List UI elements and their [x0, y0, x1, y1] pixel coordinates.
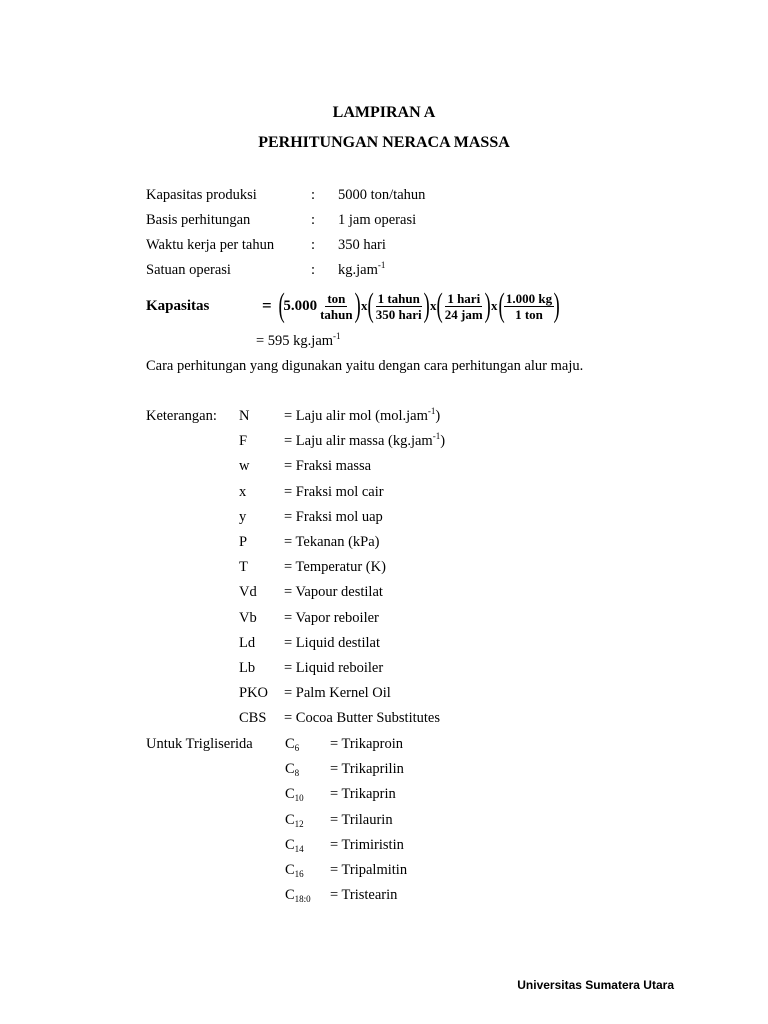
formula-times: x — [491, 298, 498, 313]
legend-definition: = Fraksi massa — [284, 458, 372, 475]
page-subtitle: PERHITUNGAN NERACA MASSA — [258, 134, 510, 151]
formula-times: x — [360, 298, 368, 313]
spec-colon: : — [311, 237, 316, 253]
spec-colon: : — [311, 187, 316, 203]
legend-definition: = Fraksi mol cair — [284, 483, 384, 500]
fraction-ton-per-year: $\frac{\text{ton}}{\text{tahun}}$ — [320, 290, 353, 322]
fraction-day-hours: $\frac{\text{1 hari}}{\text{24 jam}}$ — [444, 290, 483, 322]
legend-symbol: N — [239, 408, 250, 424]
triglyceride-symbol: $C_{18:0}$ — [285, 887, 311, 905]
triglyceride-symbol: $C_8$ — [285, 761, 300, 779]
legend-definition: = Vapor reboiler — [284, 609, 379, 626]
legend-definition: = Cocoa Butter Substitutes — [284, 710, 440, 727]
footer-university: Universitas Sumatera Utara — [517, 978, 674, 992]
formula-lead: 5.000 — [283, 297, 318, 314]
legend-symbol: x — [239, 483, 247, 500]
legend-symbol: Lb — [239, 660, 256, 676]
triglyceride-symbol: $C_{12}$ — [285, 811, 304, 829]
spec-label-work-time: Waktu kerja per tahun — [146, 237, 275, 253]
spec-label-capacity: Kapasitas produksi — [146, 187, 257, 203]
fraction-year-days: $\frac{\text{1 tahun}}{\text{350 hari}}$ — [375, 290, 422, 322]
spec-value-basis: 1 jam operasi — [338, 212, 417, 228]
triglyceride-definition: = Trilaurin — [330, 811, 393, 828]
legend-symbol: F — [239, 433, 248, 450]
legend-symbol: PKO — [239, 685, 269, 702]
formula-label: Kapasitas — [146, 298, 210, 314]
formula-result: = 595 kg.jam$^{-1}$ — [256, 331, 341, 349]
legend-definition: = Liquid reboiler — [284, 660, 384, 676]
legend-definition: = Tekanan (kPa) — [284, 534, 380, 550]
legend-symbol: y — [239, 508, 247, 525]
legend-symbol: Ld — [239, 634, 256, 651]
triglyceride-definition: = Trikaproin — [330, 736, 404, 752]
legend-definition: = Temperatur (K) — [284, 559, 386, 576]
spec-value-unit: kg.jam$^{-1}$ — [338, 260, 386, 278]
spec-value-capacity: 5000 ton/tahun — [338, 187, 426, 203]
triglyceride-symbol: $C_6$ — [285, 736, 300, 753]
method-text: Cara perhitungan yang digunakan yaitu dengan cara perhitungan alur maju. — [146, 358, 584, 374]
formula-times: x — [429, 298, 437, 313]
triglyceride-definition: = Tristearin — [330, 887, 398, 904]
spec-colon: : — [311, 212, 316, 228]
legend-definition: = Laju alir mol (mol.jam$^{-1}$) — [284, 406, 441, 424]
legend-symbol: Vd — [239, 584, 257, 601]
fraction-ton-kg: $\frac{1.000 kg}{\text{1 ton}}$ — [505, 290, 553, 322]
spec-label-unit: Satuan operasi — [146, 262, 231, 278]
triglyceride-symbol: $C_{10}$ — [285, 786, 304, 804]
legend-definition: = Fraksi mol uap — [284, 508, 383, 525]
triglyceride-definition: = Trikaprilin — [330, 761, 404, 778]
legend-symbol: CBS — [239, 710, 267, 727]
triglyceride-definition: = Trikaprin — [330, 786, 396, 803]
spec-colon: : — [311, 262, 316, 278]
triglyceride-symbol: $C_{14}$ — [285, 836, 304, 854]
formula-equals: = — [262, 296, 272, 315]
legend-symbol: T — [239, 559, 248, 576]
spec-value-work-time: 350 hari — [338, 237, 386, 253]
legend-label: Keterangan: — [146, 408, 217, 424]
legend-definition: = Vapour destilat — [284, 584, 383, 601]
legend-symbol: w — [239, 458, 250, 475]
legend-definition: = Palm Kernel Oil — [284, 685, 391, 702]
legend-definition: = Laju alir massa (kg.jam$^{-1}$) — [284, 431, 446, 450]
triglyceride-symbol: $C_{16}$ — [285, 862, 304, 879]
spec-label-basis: Basis perhitungan — [146, 212, 251, 228]
legend-definition: = Liquid destilat — [284, 634, 380, 651]
page-title: LAMPIRAN A — [332, 104, 436, 121]
triglyceride-definition: = Tripalmitin — [330, 862, 408, 878]
legend-symbol: P — [239, 534, 248, 550]
triglyceride-label: Untuk Trigliserida — [146, 736, 253, 752]
triglyceride-definition: = Trimiristin — [330, 836, 404, 853]
legend-symbol: Vb — [239, 609, 257, 626]
